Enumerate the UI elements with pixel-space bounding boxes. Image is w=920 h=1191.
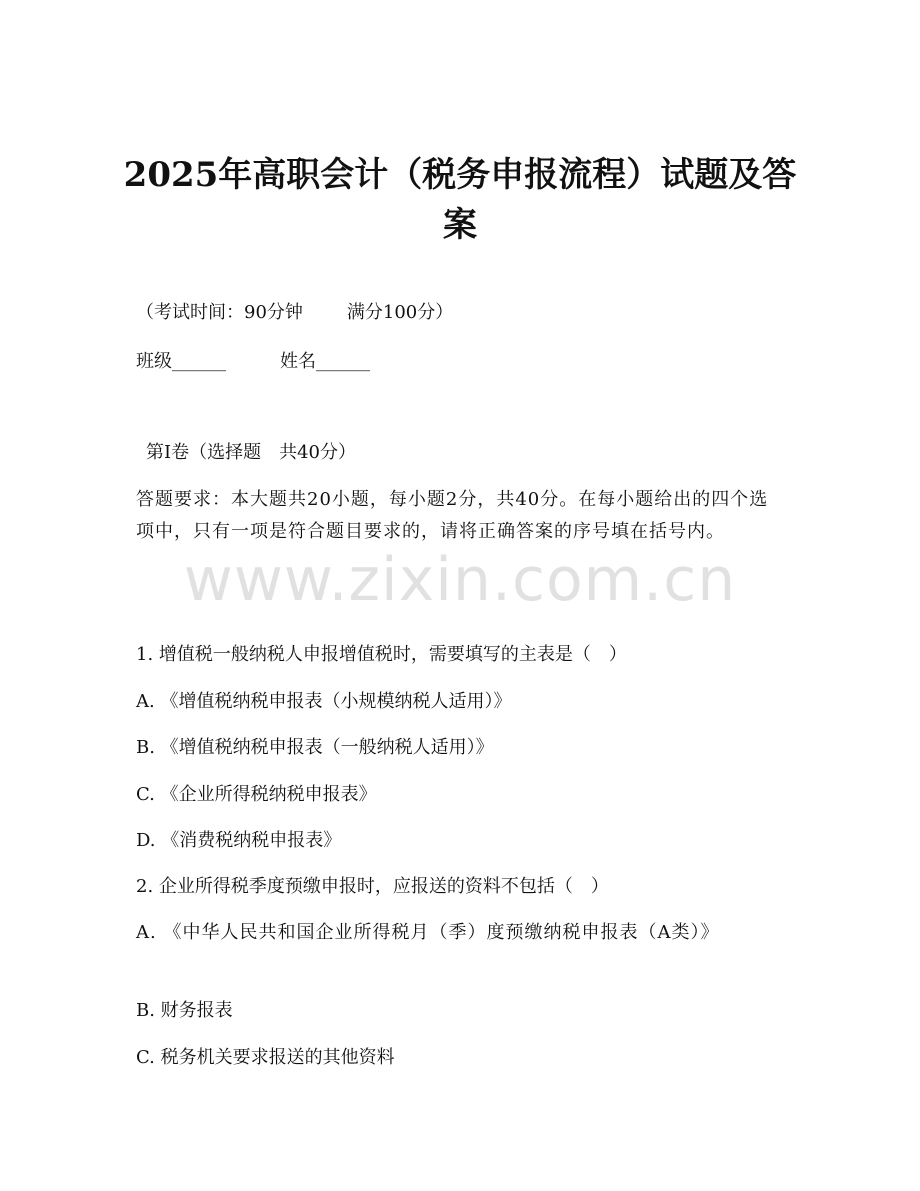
section-instructions: 答题要求：本大题共20小题，每小题2分，共40分。在每小题给出的四个选项中，只有一项是符合题目要求的，请将正确答案的序号填在括号内。 <box>136 489 769 542</box>
class-field: 班级______ <box>136 351 226 372</box>
question-1-stem: 1. 增值税一般纳税人申报增值税时，需要填写的主表是（ ） <box>136 644 627 665</box>
question-2-option-a: A. 《中华人民共和国企业所得税月（季）度预缴纳税申报表（A类）》 <box>136 922 720 943</box>
watermark: www.zixin.com.cn <box>183 545 737 615</box>
question-2-stem: 2. 企业所得税季度预缴申报时，应报送的资料不包括（ ） <box>136 876 609 897</box>
name-field: 姓名______ <box>280 351 370 372</box>
student-info-line <box>136 347 370 377</box>
section-heading: 第I卷（选择题 共40分） <box>146 442 357 463</box>
question-2-option-b: B. 财务报表 <box>136 1000 233 1021</box>
exam-time: （考试时间：90分钟 <box>136 302 303 323</box>
question-1-option-a: A. 《增值税纳税申报表（小规模纳税人适用）》 <box>136 691 512 712</box>
question-1-option-c: C. 《企业所得税纳税申报表》 <box>136 784 377 805</box>
question-1-option-d: D. 《消费税纳税申报表》 <box>136 830 342 851</box>
question-2-option-c: C. 税务机关要求报送的其他资料 <box>136 1047 395 1068</box>
exam-info-line <box>136 298 453 328</box>
question-1-option-b: B. 《增值税纳税申报表（一般纳税人适用）》 <box>136 737 494 758</box>
document-title: 2025年高职会计（税务申报流程）试题及答案 <box>123 155 797 245</box>
exam-score: 满分100分） <box>346 302 454 323</box>
